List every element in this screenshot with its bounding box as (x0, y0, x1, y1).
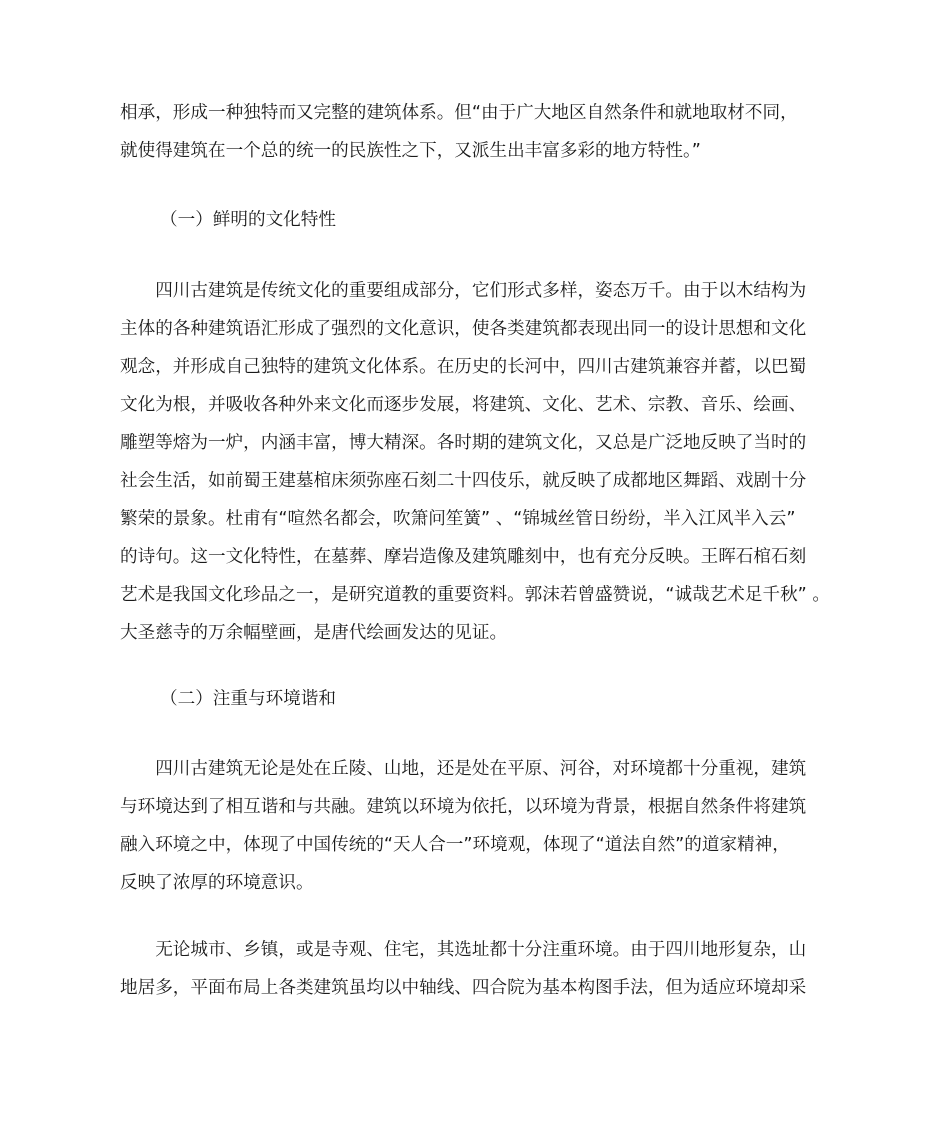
paragraph-line: 大圣慈寺的万余幅壁画，是唐代绘画发达的见证。 (120, 623, 508, 643)
intro-line: 相承，形成一种独特而又完整的建筑体系。但“由于广大地区自然条件和就地取材不同， (120, 103, 798, 123)
intro-line: 就使得建筑在一个总的统一的民族性之下，又派生出丰富多彩的地方特性。” (120, 141, 701, 161)
paragraph-line: 文化为根，并吸收各种外来文化而逐步发展，将建筑、文化、艺术、宗教、音乐、绘画、 (120, 395, 807, 415)
paragraph-line: 四川古建筑是传统文化的重要组成部分，它们形式多样，姿态万千。由于以木结构为 (120, 281, 807, 301)
section-heading-environment: （二）注重与环境谐和 (160, 689, 336, 709)
paragraph-line: 社会生活，如前蜀王建墓棺床须弥座石刻二十四伎乐，就反映了成都地区舞蹈、戏剧十分 (120, 471, 807, 491)
paragraph-line: 反映了浓厚的环境意识。 (120, 873, 314, 893)
paragraph-line: 主体的各种建筑语汇形成了强烈的文化意识，使各类建筑都表现出同一的设计思想和文化 (120, 319, 807, 339)
paragraph-line: 繁荣的景象。杜甫有“喧然名都会，吹箫问笙簧” 、“锦城丝管日纷纷，半入江风半入云” (120, 509, 796, 529)
paragraph-line: 的诗句。这一文化特性，在墓葬、摩岩造像及建筑雕刻中，也有充分反映。王晖石棺石刻 (120, 547, 807, 567)
paragraph-line: 地居多，平面布局上各类建筑虽均以中轴线、四合院为基本构图手法，但为适应环境却采 (120, 978, 807, 998)
paragraph-line: 艺术是我国文化珍品之一，是研究道教的重要资料。郭沫若曾盛赞说，“诚哉艺术足千秋” 。 (120, 585, 830, 605)
paragraph-line: 无论城市、乡镇，或是寺观、住宅，其选址都十分注重环境。由于四川地形复杂，山 (120, 940, 807, 960)
paragraph-line: 观念，并形成自己独特的建筑文化体系。在历史的长河中，四川古建筑兼容并蓄，以巴蜀 (120, 357, 807, 377)
paragraph-line: 与环境达到了相互谐和与共融。建筑以环境为依托，以环境为背景，根据自然条件将建筑 (120, 797, 807, 817)
section-heading-culture: （一）鲜明的文化特性 (160, 210, 336, 230)
paragraph-line: 雕塑等熔为一炉，内涵丰富，博大精深。各时期的建筑文化，又总是广泛地反映了当时的 (120, 433, 807, 453)
paragraph-line: 融入环境之中，体现了中国传统的“天人合一”环境观，体现了“道法自然”的道家精神， (120, 835, 790, 855)
paragraph-line: 四川古建筑无论是处在丘陵、山地，还是处在平原、河谷，对环境都十分重视，建筑 (120, 759, 807, 779)
